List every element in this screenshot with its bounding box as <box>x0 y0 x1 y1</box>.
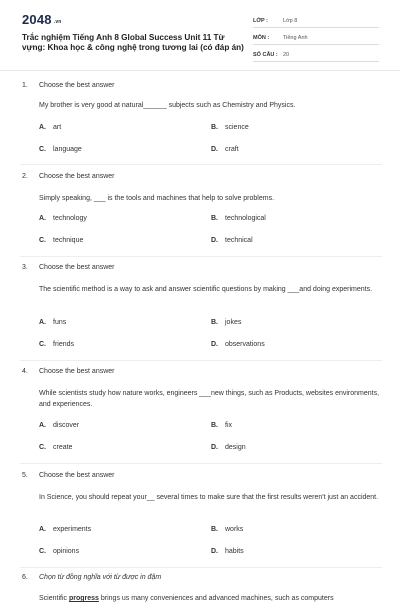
meta-key: SỐ CÂU : <box>253 51 278 58</box>
meta-key: MÔN : <box>253 34 270 41</box>
option-d[interactable]: D. design <box>211 444 246 451</box>
meta-row-class <box>253 14 379 28</box>
option-a[interactable]: A. funs <box>39 319 67 326</box>
site-logo[interactable]: 2048 .vn <box>22 12 62 27</box>
question-separator <box>20 463 382 464</box>
option-a[interactable]: A. discover <box>39 422 80 429</box>
option-a[interactable]: A. technology <box>39 215 87 222</box>
option-b[interactable]: B. fix <box>211 422 232 429</box>
question-instruction: Choose the best answer <box>39 472 115 479</box>
question-separator <box>20 360 382 361</box>
question-instruction: Choose the best answer <box>39 264 115 271</box>
meta-key: LỚP : <box>253 17 268 24</box>
question-number: 3. <box>22 264 28 271</box>
highlighted-word: progress <box>68 595 99 602</box>
question-number: 4. <box>22 368 28 375</box>
option-a[interactable]: A. art <box>39 124 62 131</box>
option-c[interactable]: C. opinions <box>39 548 80 555</box>
question-separator <box>20 256 382 257</box>
option-b[interactable]: B. jokes <box>211 319 242 326</box>
option-a[interactable]: A. experiments <box>39 526 92 533</box>
question-text: In Science, you should repeat your__ several times to make sure that the first results weren't just an accident. <box>39 494 379 501</box>
question-number: 5. <box>22 472 28 479</box>
question-instruction: Choose the best answer <box>39 82 115 89</box>
question-text: Simply speaking, ___ is the tools and machines that help to solve problems. <box>39 195 275 202</box>
meta-value: Lớp 8 <box>283 17 298 24</box>
meta-row-count <box>253 48 379 62</box>
document-title: Trắc nghiệm Tiếng Anh 8 Global Success Unit 11 Từ vựng: Khoa học & công nghệ trong tương lai (có đáp án) <box>22 33 244 52</box>
meta-row-subject <box>253 31 379 45</box>
header-divider <box>0 70 400 71</box>
meta-panel <box>253 14 379 65</box>
option-c[interactable]: C. technique <box>39 237 84 244</box>
question-instruction: Choose the best answer <box>39 173 115 180</box>
option-d[interactable]: D. technical <box>211 237 253 244</box>
question-instruction: Choose the best answer <box>39 368 115 375</box>
option-d[interactable]: D. observations <box>211 341 265 348</box>
option-c[interactable]: C. friends <box>39 341 75 348</box>
meta-value: 20 <box>283 51 290 58</box>
question-number: 1. <box>22 82 28 89</box>
question-separator <box>20 164 382 165</box>
option-c[interactable]: C. language <box>39 146 82 153</box>
option-b[interactable]: B. works <box>211 526 244 533</box>
question-text: While scientists study how nature works, engineers ___new things, such as Products, websites environments, and experiences. <box>39 390 380 408</box>
option-b[interactable]: B. technological <box>211 215 266 222</box>
question-instruction: Chọn từ đồng nghĩa với từ được in đậm <box>39 574 162 581</box>
question-text: The scientific method is a way to ask and answer scientific questions by making ___and doing experiments. <box>39 286 373 293</box>
option-b[interactable]: B. science <box>211 124 249 131</box>
option-d[interactable]: D. craft <box>211 146 239 153</box>
question-separator <box>20 567 382 568</box>
question-number: 6. <box>22 574 28 581</box>
question-number: 2. <box>22 173 28 180</box>
question-text: Scientific progress brings us many conveniences and advanced machines, such as computers <box>39 595 334 602</box>
option-c[interactable]: C. create <box>39 444 73 451</box>
question-text: My brother is very good at natural______ subjects such as Chemistry and Physics. <box>39 102 296 109</box>
meta-value: Tiếng Anh <box>283 34 308 41</box>
option-d[interactable]: D. habits <box>211 548 244 555</box>
